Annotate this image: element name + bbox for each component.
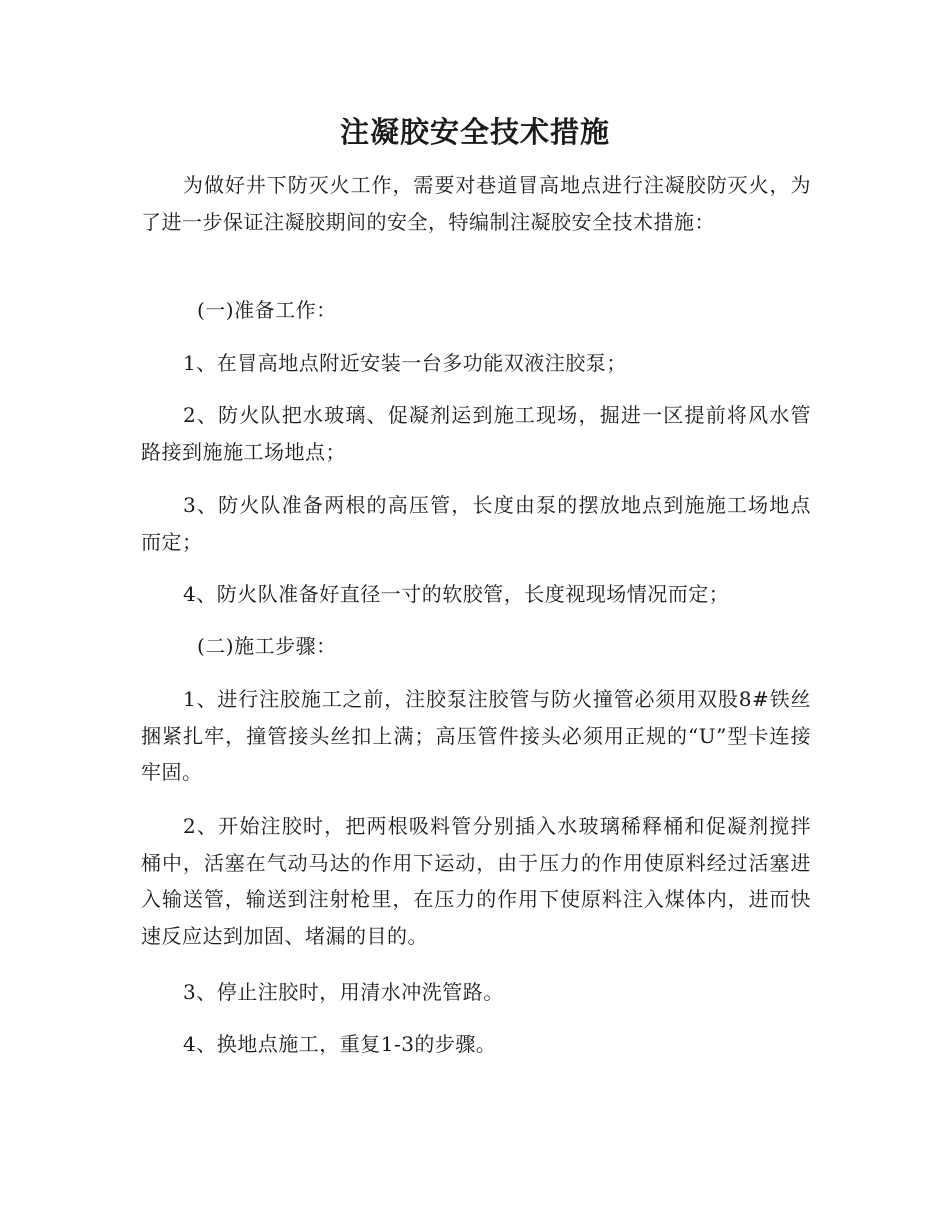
step-item-3: 3、停止注胶时，用清水冲洗管路。 [183,980,504,1004]
intro-paragraph: 为做好井下防灭火工作，需要对巷道冒高地点进行注凝胶防灭火，为了进一步保证注凝胶期间的安全，特编制注凝胶安全技术措施： [141,173,811,234]
section-heading-steps: (二)施工步骤： [197,634,337,658]
prep-item-3: 3、防火队准备两根的高压管，长度由泵的摆放地点到施施工场地点而定； [141,493,811,554]
document-title: 注凝胶安全技术措施 [339,115,610,149]
step-item-1: 1、进行注胶施工之前，注胶泵注胶管与防火撞管必须用双股8#铁丝捆紧扎牢，撞管接头丝扣上满；高压管件接头必须用正规的“U”型卡连接牢固。 [141,687,811,784]
step-item-4: 4、换地点施工，重复1-3的步骤。 [183,1032,497,1056]
prep-item-1: 1、在冒高地点附近安装一台多功能双液注胶泵； [183,351,627,375]
prep-item-4: 4、防火队准备好直径一寸的软胶管，长度视现场情况而定； [183,582,730,606]
prep-item-2: 2、防火队把水玻璃、促凝剂运到施工现场，掘进一区提前将风水管路接到施施工场地点； [141,403,811,464]
step-item-2: 2、开始注胶时，把两根吸料管分别插入水玻璃稀释桶和促凝剂搅拌桶中，活塞在气动马达的作用下运动，由于压力的作用使原料经过活塞进入输送管，输送到注射枪里，在压力的作用下使原料注入煤体内，进而快速反应达到加固、堵漏的目的。 [141,814,811,948]
section-heading-preparation: (一)准备工作： [197,298,337,322]
